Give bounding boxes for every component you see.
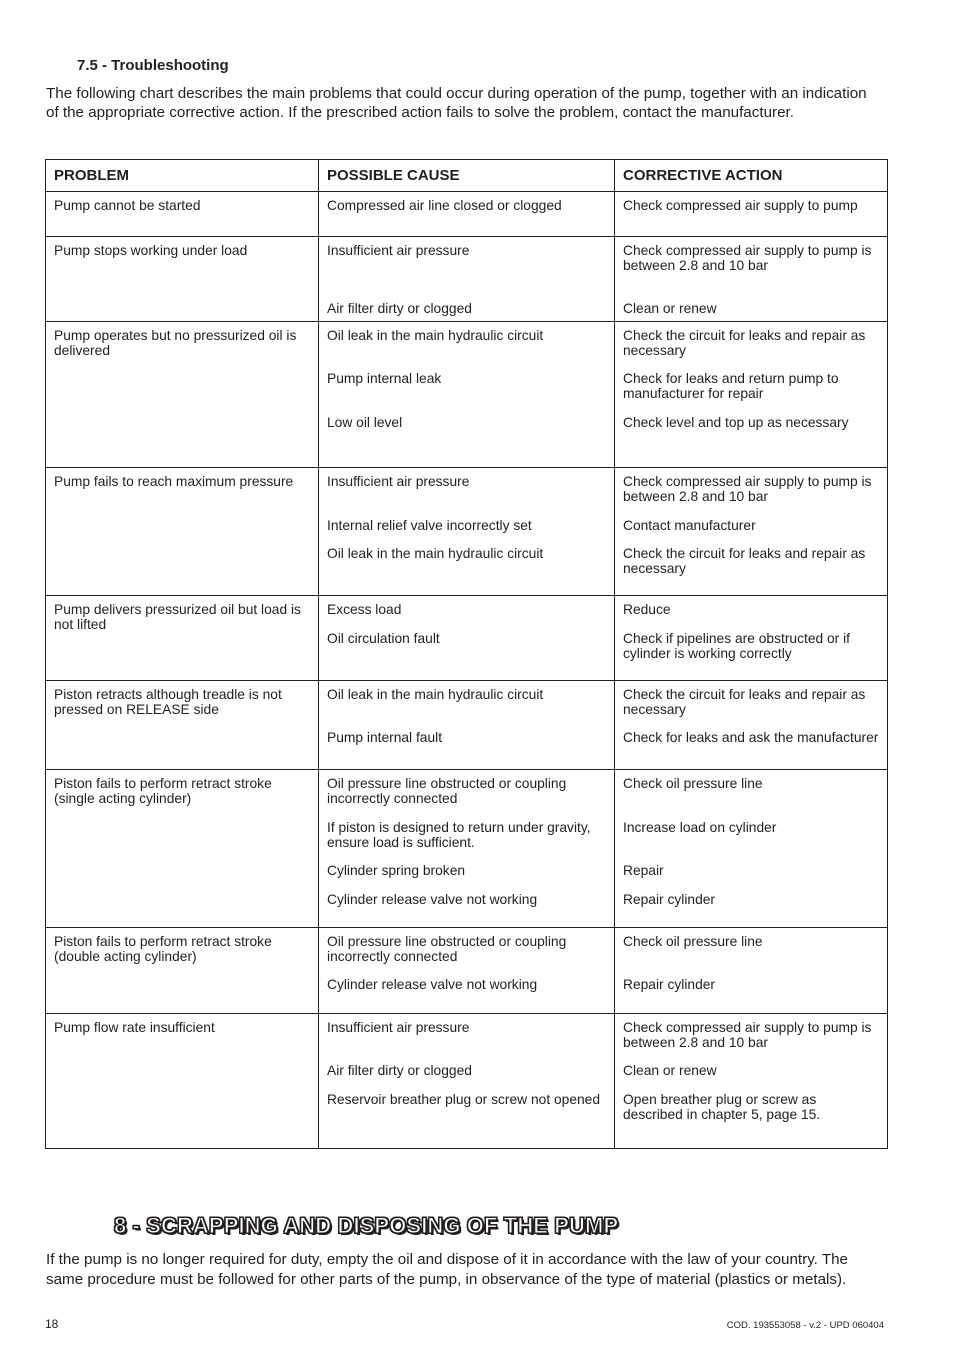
page-number: 18 [45, 1317, 59, 1331]
corrective-action-cell [615, 192, 888, 237]
cause-item: Oil leak in the main hydraulic circuit [327, 328, 544, 343]
action-item: Check the circuit for leaks and repair as necessary [623, 687, 866, 717]
action-item: Increase load on cylinder [623, 820, 777, 835]
cause-item: Pump internal fault [327, 730, 443, 745]
action-item: Check for leaks and ask the manufacturer [623, 730, 879, 745]
table-body [46, 192, 888, 1149]
cause-item: Oil circulation fault [327, 631, 440, 646]
cause-item: Excess load [327, 602, 402, 617]
possible-cause-cell [319, 681, 615, 770]
header-corrective-action: CORRECTIVE ACTION [615, 160, 888, 192]
cause-item: Oil leak in the main hydraulic circuit [327, 687, 544, 702]
corrective-action-cell [615, 770, 888, 928]
cause-item: Insufficient air pressure [327, 243, 470, 258]
action-item: Clean or renew [623, 1063, 717, 1078]
problem-cell: Pump delivers pressurized oil but load is not lifted [46, 596, 319, 681]
action-item: Check if pipelines are obstructed or if cylinder is working correctly [623, 631, 850, 661]
problem-cell: Pump cannot be started [46, 192, 319, 237]
action-item: Check for leaks and return pump to manufacturer for repair [623, 371, 839, 401]
action-item: Check compressed air supply to pump [623, 198, 858, 213]
cause-item: Insufficient air pressure [327, 474, 470, 489]
problem-cell: Pump stops working under load [46, 237, 319, 322]
possible-cause-cell [319, 468, 615, 596]
cause-item: Oil leak in the main hydraulic circuit [327, 546, 544, 561]
corrective-action-cell [615, 237, 888, 322]
cause-item: Cylinder release valve not working [327, 977, 538, 992]
table-row [46, 237, 888, 322]
action-item: Reduce [623, 602, 671, 617]
possible-cause-cell [319, 192, 615, 237]
troubleshooting-table [45, 159, 888, 1149]
corrective-action-cell [615, 1014, 888, 1149]
cause-item: Oil pressure line obstructed or coupling incorrectly connected [327, 776, 567, 806]
action-item: Check compressed air supply to pump is between 2.8 and 10 bar [623, 243, 872, 273]
table-header-row [46, 160, 888, 192]
cause-item: Oil pressure line obstructed or coupling incorrectly connected [327, 934, 567, 964]
problem-cell: Pump operates but no pressurized oil is delivered [46, 322, 319, 468]
action-item: Repair cylinder [623, 977, 716, 992]
corrective-action-cell [615, 468, 888, 596]
action-item: Check oil pressure line [623, 934, 763, 949]
cause-item: Low oil level [327, 415, 403, 430]
table-row [46, 681, 888, 770]
possible-cause-cell [319, 596, 615, 681]
cause-item: Air filter dirty or clogged [327, 301, 472, 316]
table-row [46, 322, 888, 468]
cause-item: Insufficient air pressure [327, 1020, 470, 1035]
action-item: Repair cylinder [623, 892, 716, 907]
action-item: Check the circuit for leaks and repair as necessary [623, 328, 866, 358]
action-item: Check level and top up as necessary [623, 415, 849, 430]
table-row [46, 1014, 888, 1149]
action-item: Contact manufacturer [623, 518, 756, 533]
table-row [46, 468, 888, 596]
cause-item: Internal relief valve incorrectly set [327, 518, 532, 533]
problem-cell: Piston retracts although treadle is not pressed on RELEASE side [46, 681, 319, 770]
table-row [46, 928, 888, 1014]
corrective-action-cell [615, 928, 888, 1014]
cause-item: Reservoir breather plug or screw not opened [327, 1092, 601, 1107]
possible-cause-cell [319, 237, 615, 322]
intro-paragraph: The following chart describes the main problems that could occur during operation of the pump, together with an indication of the appropriate corrective action. If the prescribed action fails to solve the problem, contact the manufacturer. [46, 85, 867, 121]
document-code: COD. 193553058 - v.2 - UPD 060404 [726, 1320, 884, 1331]
action-item: Open breather plug or screw as described in chapter 5, page 15. [623, 1092, 821, 1122]
action-item: Check compressed air supply to pump is between 2.8 and 10 bar [623, 474, 872, 504]
section-heading: 7.5 - Troubleshooting [77, 57, 229, 74]
problem-cell: Pump flow rate insufficient [46, 1014, 319, 1149]
problem-cell: Pump fails to reach maximum pressure [46, 468, 319, 596]
action-item: Check compressed air supply to pump is between 2.8 and 10 bar [623, 1020, 872, 1050]
cause-item: Pump internal leak [327, 371, 442, 386]
problem-cell: Piston fails to perform retract stroke (double acting cylinder) [46, 928, 319, 1014]
cause-item: If piston is designed to return under gravity, ensure load is sufficient. [327, 820, 591, 850]
cause-item: Cylinder release valve not working [327, 892, 538, 907]
table-row [46, 770, 888, 928]
action-item: Check the circuit for leaks and repair as necessary [623, 546, 866, 576]
corrective-action-cell [615, 681, 888, 770]
corrective-action-cell [615, 596, 888, 681]
cause-item: Cylinder spring broken [327, 863, 466, 878]
action-item: Repair [623, 863, 664, 878]
corrective-action-cell [615, 322, 888, 468]
cause-item: Compressed air line closed or clogged [327, 198, 562, 213]
possible-cause-cell [319, 770, 615, 928]
possible-cause-cell [319, 322, 615, 468]
possible-cause-cell [319, 928, 615, 1014]
action-item: Check oil pressure line [623, 776, 763, 791]
chapter-title: 8 - SCRAPPING AND DISPOSING OF THE PUMP [114, 1213, 619, 1238]
table-row [46, 192, 888, 237]
header-possible-cause: POSSIBLE CAUSE [319, 160, 615, 192]
chapter-paragraph: If the pump is no longer required for duty, empty the oil and dispose of it in accordance with the law of your country. The same procedure must be followed for other parts of the pump, in observance of the type of material (plastics or metals). [46, 1251, 848, 1288]
header-problem: PROBLEM [46, 160, 319, 192]
possible-cause-cell [319, 1014, 615, 1149]
action-item: Clean or renew [623, 301, 717, 316]
cause-item: Air filter dirty or clogged [327, 1063, 472, 1078]
table-row [46, 596, 888, 681]
problem-cell: Piston fails to perform retract stroke (single acting cylinder) [46, 770, 319, 928]
